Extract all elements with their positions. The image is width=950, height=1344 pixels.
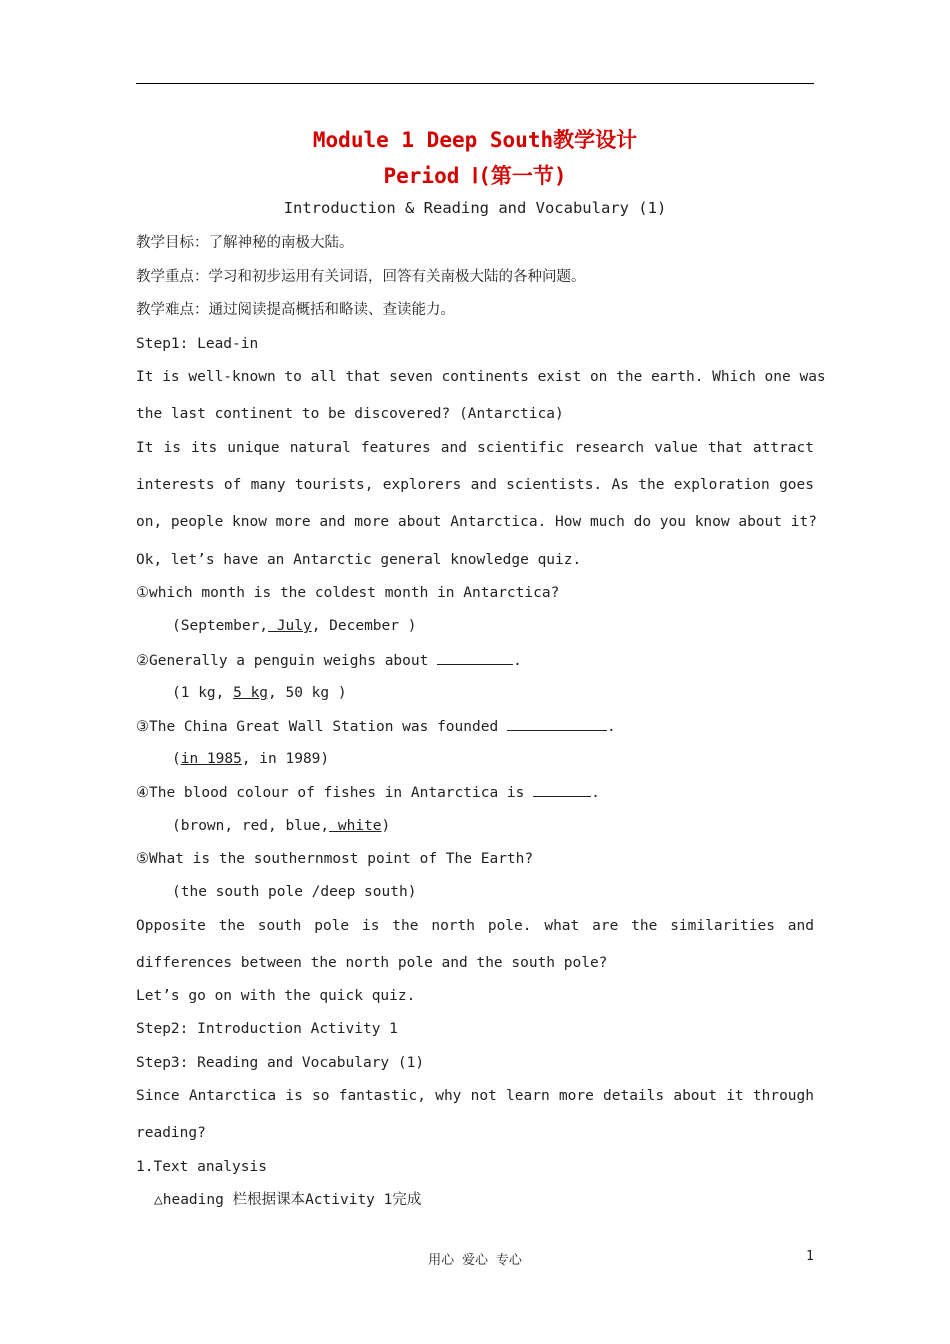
quiz-answer-3: in 1985 xyxy=(180,751,242,767)
quiz-options-3: (in 1985, in 1989) xyxy=(172,751,330,767)
key-point-line: 教学重点：学习和初步运用有关词语，回答有关南极大陆的各种问题。 xyxy=(136,269,586,285)
page-number: 1 xyxy=(806,1249,814,1264)
answer-blank xyxy=(437,650,513,665)
paragraph4-line1: Since Antarctica is so fantastic, why not learn more details about it through xyxy=(136,1088,814,1104)
paragraph4-line2: reading? xyxy=(136,1125,206,1141)
paragraph3-line2: differences between the north pole and the south pole? xyxy=(136,955,608,971)
quiz-question-2: ②Generally a penguin weighs about . xyxy=(136,650,522,671)
quiz-question-1: ①which month is the coldest month in Antarctica? xyxy=(136,585,560,601)
answer-blank xyxy=(533,782,591,797)
page-title: Module 1 Deep South教学设计 xyxy=(312,128,638,152)
quiz-answer-2: 5 kg xyxy=(233,685,269,701)
paragraph2-line1: It is its unique natural features and scientific research value that attract xyxy=(136,440,814,456)
paragraph3-line3: Let’s go on with the quick quiz. xyxy=(136,988,416,1004)
lesson-subtitle: Introduction & Reading and Vocabulary (1) xyxy=(283,199,667,217)
difficulty-line: 教学难点：通过阅读提高概括和略读、查读能力。 xyxy=(136,302,455,318)
page-footer: 用心 爱心 专心 xyxy=(428,1253,522,1268)
step1-heading: Step1: Lead-in xyxy=(136,336,259,352)
paragraph2-line3: on, people know more and more about Antarctica. How much do you know about it? xyxy=(136,514,817,530)
quiz-question-4: ④The blood colour of fishes in Antarctica is . xyxy=(136,782,600,803)
heading-note: △heading 栏根据课本Activity 1完成 xyxy=(154,1192,422,1208)
paragraph3-line1: Opposite the south pole is the north pole. what are the similarities and xyxy=(136,918,814,934)
quiz-answer-5: (the south pole /deep south) xyxy=(172,884,417,900)
step3-heading: Step3: Reading and Vocabulary (1) xyxy=(136,1055,425,1071)
answer-blank xyxy=(507,716,607,731)
quiz-question-3: ③The China Great Wall Station was founded . xyxy=(136,716,616,737)
quiz-answer-4: white xyxy=(329,818,382,834)
quiz-options-4: (brown, red, blue, white) xyxy=(172,818,391,834)
quiz-question-5: ⑤What is the southernmost point of The Earth? xyxy=(136,851,534,867)
paragraph2-line4: Ok, let’s have an Antarctic general knowledge quiz. xyxy=(136,552,582,568)
step2-heading: Step2: Introduction Activity 1 xyxy=(136,1021,398,1037)
quiz-options-2: (1 kg, 5 kg, 50 kg ) xyxy=(172,685,347,701)
paragraph1-line2: the last continent to be discovered? (Antarctica) xyxy=(136,406,564,422)
quiz-options-1: (September, July, December ) xyxy=(172,618,417,634)
objective-line: 教学目标：了解神秘的南极大陆。 xyxy=(136,235,354,251)
text-analysis-heading: 1.Text analysis xyxy=(136,1159,267,1175)
period-title: Period Ⅰ(第一节) xyxy=(383,164,567,188)
paragraph2-line2: interests of many tourists, explorers and scientists. As the exploration goes xyxy=(136,477,814,493)
header-rule xyxy=(136,83,814,84)
paragraph1-line1: It is well-known to all that seven continents exist on the earth. Which one was xyxy=(136,369,826,385)
quiz-answer-1: July xyxy=(268,618,312,634)
